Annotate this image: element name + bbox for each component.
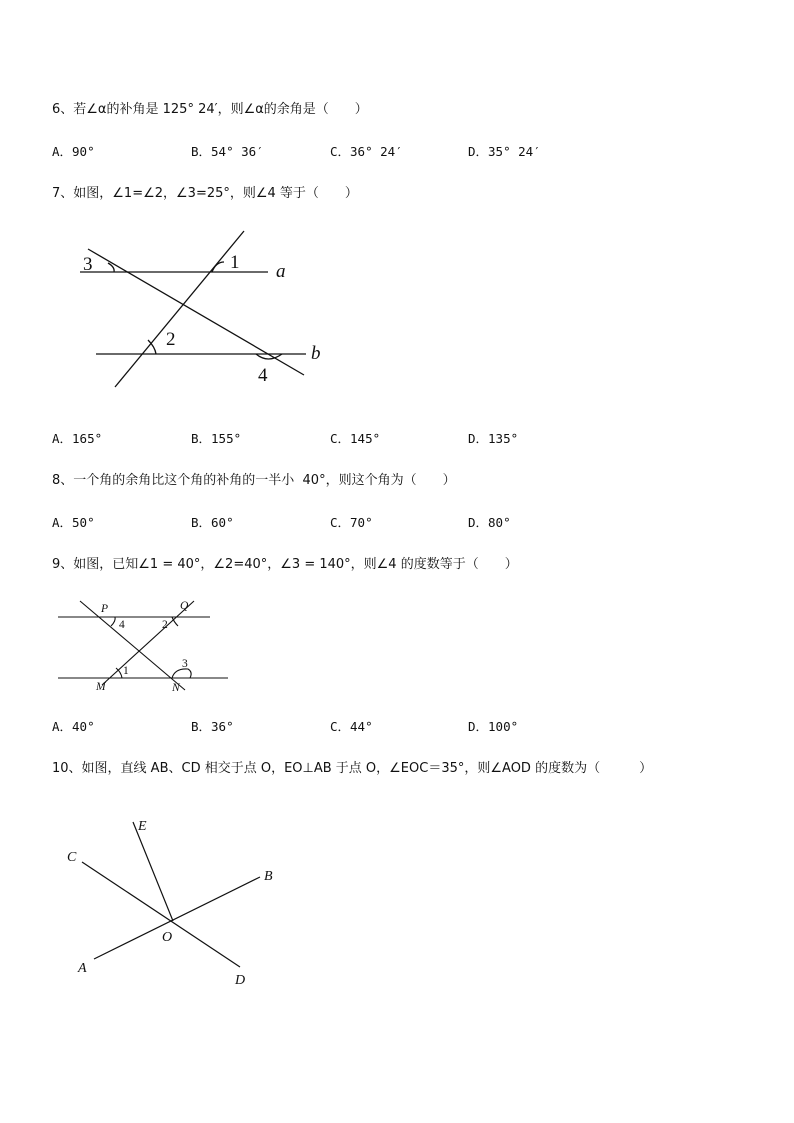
q10-label-o: O — [162, 930, 173, 945]
q9-label-3: 3 — [182, 658, 188, 670]
q6-option-b: B．54° 36′ — [191, 144, 264, 159]
q10-label-a: A — [78, 961, 87, 976]
q9-option-d: D．100° — [468, 719, 519, 734]
q9-label-n: N — [172, 682, 180, 694]
q10-label-d: D — [235, 973, 246, 988]
question-9-stem: 9、如图，已知∠1 = 40°，∠2=40°，∠3 = 140°，则∠4 的度数等于（ ） — [52, 557, 518, 572]
q8-option-b: B．60° — [191, 515, 234, 530]
q6-option-a: A．90° — [52, 144, 95, 159]
q7-label-3: 3 — [83, 254, 93, 275]
q6-option-d: D．35° 24′ — [468, 144, 541, 159]
q10-line-ab — [94, 877, 260, 959]
q7-option-a: A．165° — [52, 431, 103, 446]
q6-option-c: C．36° 24′ — [330, 144, 403, 159]
q7-label-1: 1 — [230, 252, 240, 273]
q7-label-2: 2 — [166, 329, 176, 350]
q9-label-1: 1 — [123, 665, 129, 677]
question-6-stem: 6、若∠α的补角是 125° 24′，则∠α的余角是（ ） — [52, 102, 368, 117]
q10-label-b: B — [264, 869, 273, 884]
question-7-stem: 7、如图，∠1=∠2，∠3=25°，则∠4 等于（ ） — [52, 186, 358, 201]
q9-label-q: Q — [180, 600, 189, 612]
q7-option-c: C．145° — [330, 431, 381, 446]
q8-option-d: D．80° — [468, 515, 511, 530]
q7-label-a: a — [276, 261, 286, 282]
q10-label-e: E — [138, 819, 147, 834]
q9-label-m: M — [96, 681, 106, 693]
q8-option-c: C．70° — [330, 515, 373, 530]
q7-option-b: B．155° — [191, 431, 242, 446]
q10-ray-oe — [133, 822, 173, 921]
q9-label-4: 4 — [119, 619, 125, 631]
q7-label-4: 4 — [258, 365, 268, 386]
q9-option-b: B．36° — [191, 719, 234, 734]
q8-option-a: A．50° — [52, 515, 95, 530]
q7-label-b: b — [311, 343, 321, 364]
question-8-stem: 8、一个角的余角比这个角的补角的一半小 40°，则这个角为（ ） — [52, 473, 456, 488]
q10-line-cd — [82, 862, 240, 967]
q9-label-2: 2 — [162, 619, 168, 631]
question-10-stem: 10、如图，直线 AB、CD 相交于点 O，EO⊥AB 于点 O，∠EOC＝35°，则∠AOD 的度数为（ ） — [52, 761, 653, 776]
q9-option-c: C．44° — [330, 719, 373, 734]
q7-option-d: D．135° — [468, 431, 519, 446]
q9-option-a: A．40° — [52, 719, 95, 734]
q10-label-c: C — [67, 850, 77, 865]
q9-label-p: P — [101, 603, 109, 615]
